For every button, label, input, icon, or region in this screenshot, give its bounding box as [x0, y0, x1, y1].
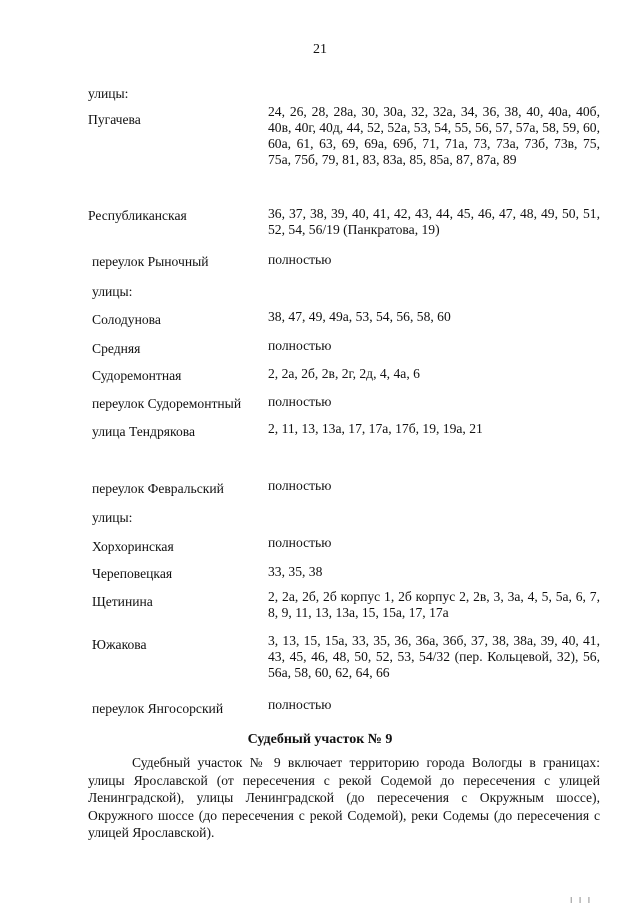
row-value: 2, 11, 13, 13а, 17, 17а, 17б, 19, 19а, 21: [268, 421, 483, 436]
row-value: 3, 13, 15, 15а, 33, 35, 36, 36а, 36б, 37, 38, 38а, 39, 40, 41, 43, 45, 46, 48, 50, 52, 53, 54/32 (пер. Кольцевой, 32), 56, 56а, 58, 60, 62, 64, 66: [268, 633, 600, 680]
row-label: Судоремонтная: [92, 368, 182, 383]
row-label: Солодунова: [92, 312, 161, 327]
row-label: переулок Янгосорский: [92, 701, 224, 716]
row-label: улицы:: [92, 284, 133, 299]
row-label: переулок Рыночный: [92, 254, 209, 269]
page-number: 21: [313, 42, 327, 57]
row-value: 2, 2а, 2б, 2б корпус 1, 2б корпус 2, 2в, 3, 3а, 4, 5, 5а, 6, 7, 8, 9, 11, 13, 13а, 15, 15а, 17, 17а: [268, 589, 600, 620]
row-value: полностью: [268, 394, 332, 409]
row-label: переулок Судоремонтный: [92, 396, 242, 411]
row-value: 38, 47, 49, 49а, 53, 54, 56, 58, 60: [268, 309, 451, 324]
row-value: 2, 2а, 2б, 2в, 2г, 2д, 4, 4а, 6: [268, 366, 420, 381]
row-value: 24, 26, 28, 28а, 30, 30а, 32, 32а, 34, 36, 38, 40, 40а, 40б, 40в, 40г, 40д, 44, 52, 52а, 53, 54, 55, 56, 57, 57а, 58, 59, 60, 60а, 61, 63, 69, 69а, 69б, 71, 71а, 73, 73а, 73б, 73в, 75, 75а, 75б, 79, 81, 83, 83а, 85, 85а, 87, 87а, 89: [268, 104, 600, 167]
row-label: улицы:: [92, 510, 133, 525]
row-value: полностью: [268, 252, 332, 267]
section-paragraph: Судебный участок № 9 включает территорию города Вологды в границах: улицы Ярославской (от пересечения с рекой Содемой до пересечения с улицей Ленинградской), улицы Ленинградской (до пересечения с Окружным шоссе), Окружного шоссе (до пересечения с рекой Содемой), реки Содемы (до пересечения с улицей Ярославской).: [88, 755, 600, 841]
row-value: полностью: [268, 697, 332, 712]
row-label: Хорхоринская: [92, 539, 174, 554]
row-label: Южакова: [92, 637, 147, 652]
row-value: полностью: [268, 535, 332, 550]
row-value: 33, 35, 38: [268, 564, 323, 579]
row-value: полностью: [268, 338, 332, 353]
row-label: Щетинина: [92, 594, 153, 609]
row-value: 36, 37, 38, 39, 40, 41, 42, 43, 44, 45, 46, 47, 48, 49, 50, 51, 52, 54, 56/19 (Панкратова, 19): [268, 206, 600, 237]
row-label: Республиканская: [88, 208, 187, 223]
row-label: улицы:: [88, 86, 129, 101]
row-label: переулок Февральский: [92, 481, 224, 496]
row-label: Средняя: [92, 341, 141, 356]
row-label: Пугачева: [88, 112, 141, 127]
scan-marks: I I I: [570, 896, 593, 905]
section-heading: Судебный участок № 9: [247, 732, 393, 747]
row-value: полностью: [268, 478, 332, 493]
row-label: Череповецкая: [92, 566, 173, 581]
row-label: улица Тендрякова: [92, 424, 196, 439]
